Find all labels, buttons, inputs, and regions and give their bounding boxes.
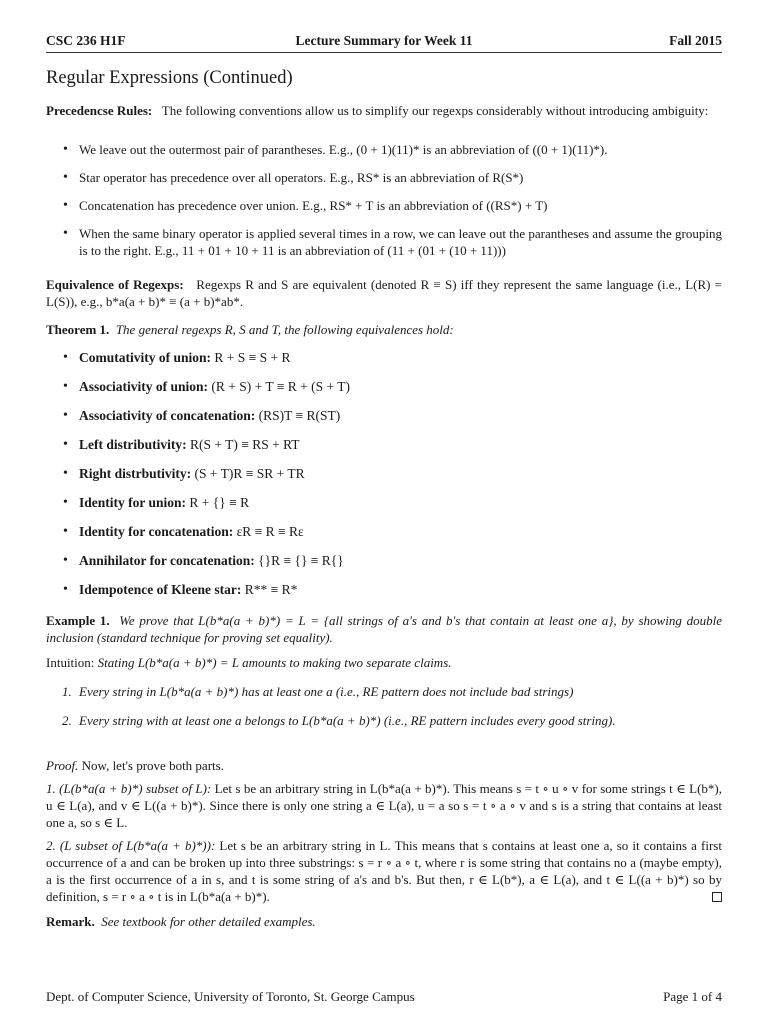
equivalence-name: Identity for union:	[79, 495, 187, 510]
equivalence-formula: R + S ≡ S + R	[214, 350, 291, 365]
proof-part-1-text: Let s be an arbitrary string in L(b*a(a + b)*). This means s = t ∘ u ∘ v for some strings t ∈ L(b*), u ∈ L(a), and v ∈ L((a + b)*). Since there is only one string a ∈ L(a), u = a so s = t ∘ a ∘ v and s is a string that contains at least one a, so s ∈ L.	[46, 781, 723, 830]
equivalence-name: Associativity of union:	[79, 379, 209, 394]
intuition-paragraph	[46, 654, 722, 671]
intuition-label: Intuition:	[46, 655, 95, 670]
equivalence-formula: R** ≡ R*	[244, 582, 298, 597]
precedence-rule-item: • We leave out the outermost pair of parantheses. E.g., (0 + 1)(11)* is an abbreviation of ((0 + 1)(11)*).	[46, 141, 722, 158]
precedence-paragraph	[46, 102, 722, 119]
theorem-equivalence-item	[46, 465, 722, 483]
precedence-heading: Precedencse Rules:	[46, 103, 153, 118]
equivalence-name: Left distributivity:	[79, 437, 187, 452]
claims-list	[46, 683, 722, 729]
example-paragraph	[46, 612, 722, 646]
theorem-list	[46, 349, 722, 599]
equivalence-paragraph	[46, 276, 722, 310]
precedence-rule-item: • When the same binary operator is applied several times in a row, we can leave out the parantheses and assume the grouping is to the right. E.g., 11 + 01 + 10 + 11 is an abbreviation of (11 + (01 + (10 + 11)))	[46, 225, 722, 259]
precedence-list	[46, 141, 722, 259]
theorem-equivalence-item	[46, 349, 722, 367]
precedence-rule-item: • Concatenation has precedence over union. E.g., RS* + T is an abbreviation of ((RS*) + T)	[46, 197, 722, 214]
theorem-equivalence-item	[46, 494, 722, 512]
example-label: Example 1.	[46, 613, 110, 628]
theorem-equivalence-item	[46, 523, 722, 541]
intuition-text: Stating L(b*a(a + b)*) = L amounts to making two separate claims.	[97, 655, 452, 670]
equivalence-formula: {}R ≡ {} ≡ R{}	[258, 553, 344, 568]
page-body	[46, 66, 722, 930]
proof-part-2-text: Let s be an arbitrary string in L. This means that s contains at least one a, so it contains a first occurrence of a and can be broken up into three substrings: s = r ∘ a ∘ t, where r is some string that contains no a (maybe empty), a is the first occurrence of a in s, and t is some string of a's and b's. But then, r ∈ L(b*), a ∈ L(a), and t ∈ L((a + b)*) so by definition, s = r ∘ a ∘ t is in L(b*a(a + b)*).	[46, 838, 722, 904]
page-header	[46, 32, 722, 50]
proof-part-2-label: 2. (L subset of L(b*a(a + b)*)):	[46, 838, 216, 853]
page-footer	[46, 988, 722, 1006]
term: Fall 2015	[669, 33, 722, 48]
remark-text: See textbook for other detailed examples.	[101, 914, 316, 929]
equivalence-formula: (R + S) + T ≡ R + (S + T)	[211, 379, 350, 394]
footer-department: Dept. of Computer Science, University of Toronto, St. George Campus	[46, 989, 415, 1004]
equivalence-formula: (S + T)R ≡ SR + TR	[194, 466, 305, 481]
equivalence-name: Annihilator for concatenation:	[79, 553, 255, 568]
theorem-equivalence-item	[46, 581, 722, 599]
claim-number: 2.	[62, 713, 72, 728]
claim-number: 1.	[62, 684, 72, 699]
remark-label: Remark.	[46, 914, 95, 929]
equivalence-name: Identity for concatenation:	[79, 524, 234, 539]
claim-item	[46, 712, 722, 729]
equivalence-text: Regexps R and S are equivalent (denoted R ≡ S) iff they represent the same language (i.e., L(R) = L(S)), e.g., b*a(a + b)* ≡ (a + b)*ab*.	[46, 277, 722, 309]
remark-paragraph	[46, 913, 722, 930]
proof-part-2	[46, 837, 722, 905]
proof-intro: Now, let's prove both parts.	[81, 758, 224, 773]
claim-item	[46, 683, 722, 700]
proof-part-1-label: 1. (L(b*a(a + b)*) subset of L):	[46, 781, 212, 796]
equivalence-name: Idempotence of Kleene star:	[79, 582, 242, 597]
theorem-equivalence-item	[46, 552, 722, 570]
proof-part-1	[46, 780, 722, 831]
equivalence-name: Comutativity of union:	[79, 350, 212, 365]
proof-intro-paragraph	[46, 757, 722, 774]
equivalence-name: Associativity of concatenation:	[79, 408, 256, 423]
claim-text: Every string with at least one a belongs to L(b*a(a + b)*) (i.e., RE pattern includes every good string).	[79, 713, 616, 728]
footer-page-number: Page 1 of 4	[663, 989, 722, 1004]
theorem-equivalence-item	[46, 407, 722, 425]
theorem-paragraph	[46, 321, 722, 338]
claim-text: Every string in L(b*a(a + b)*) has at least one a (i.e., RE pattern does not include bad strings)	[79, 684, 574, 699]
equivalence-name: Right distrbutivity:	[79, 466, 192, 481]
section-title: Regular Expressions (Continued)	[46, 68, 293, 88]
proof-label: Proof.	[46, 758, 79, 773]
equivalence-formula: εR ≡ R ≡ Rε	[236, 524, 304, 539]
equivalence-formula: (RS)T ≡ R(ST)	[258, 408, 341, 423]
precedence-rule-item: • Star operator has precedence over all operators. E.g., RS* is an abbreviation of R(S*)	[46, 169, 722, 186]
header-title: Lecture Summary for Week 11	[295, 33, 473, 48]
equivalence-formula: R + {} ≡ R	[189, 495, 250, 510]
precedence-intro: The following conventions allow us to simplify our regexps considerably without introducing ambiguity:	[161, 103, 709, 118]
theorem-equivalence-item	[46, 378, 722, 396]
equivalence-formula: R(S + T) ≡ RS + RT	[190, 437, 300, 452]
theorem-equivalence-item	[46, 436, 722, 454]
header-rule	[46, 52, 722, 53]
theorem-statement: The general regexps R, S and T, the following equivalences hold:	[115, 322, 454, 337]
example-statement: We prove that L(b*a(a + b)*) = L = {all strings of a's and b's that contain at least one a}, by showing double inclusion (standard technique for proving set equality).	[46, 613, 722, 645]
theorem-label: Theorem 1.	[46, 322, 110, 337]
qed-square-icon	[712, 892, 722, 902]
course-code: CSC 236 H1F	[46, 33, 126, 48]
equivalence-heading: Equivalence of Regexps:	[46, 277, 184, 292]
